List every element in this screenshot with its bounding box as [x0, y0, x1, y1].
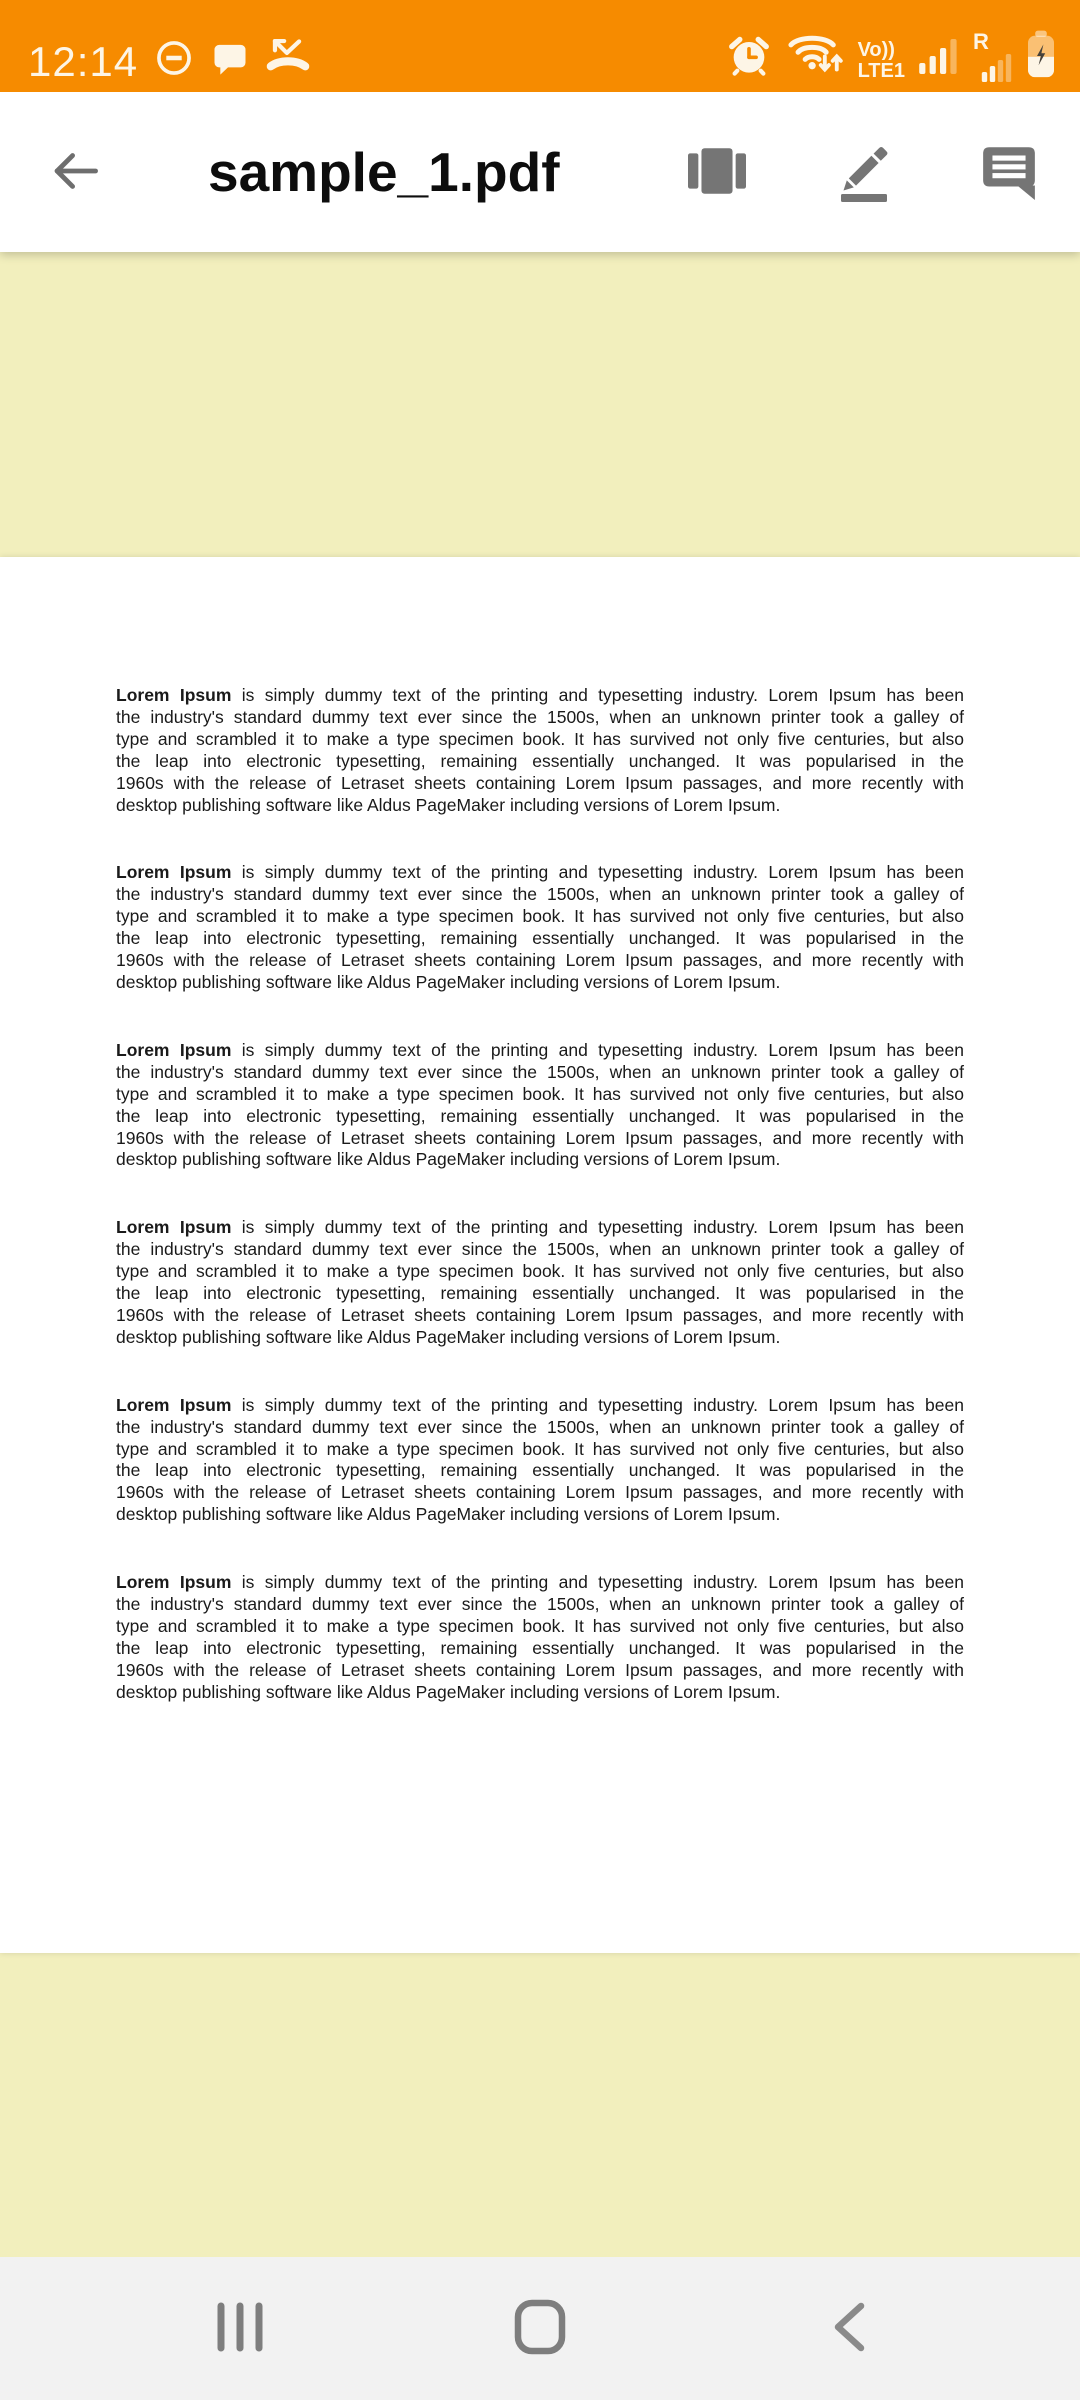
- pdf-viewport[interactable]: [0, 252, 1080, 2257]
- alarm-icon: [726, 32, 772, 83]
- page-view-button[interactable]: [686, 127, 748, 217]
- comment-icon: [980, 141, 1038, 204]
- sim2-signal-icon: [971, 29, 1013, 83]
- pdf-text-line: desktop publishing software like Aldus PageMaker including versions of Lorem Ipsum.: [116, 971, 781, 992]
- arrow-left-icon: [46, 142, 104, 203]
- edit-button[interactable]: [832, 127, 894, 217]
- pdf-page: [0, 557, 1080, 1953]
- pdf-text-line: type and scrambled it to make a type specimen book. It has survived not only five centuries, but also: [116, 1261, 964, 1282]
- pdf-text-line: the leap into electronic typesetting, remaining essentially unchanged. It was popularised in the: [116, 1460, 964, 1481]
- pdf-text-line: 1960s with the release of Letraset sheets containing Lorem Ipsum passages, and more recently with: [116, 772, 964, 793]
- app-toolbar: [0, 92, 1080, 252]
- pdf-text-line: the leap into electronic typesetting, remaining essentially unchanged. It was popularised in the: [116, 1637, 964, 1658]
- pdf-text-line: Lorem Ipsum is simply dummy text of the printing and typesetting industry. Lorem Ipsum has been: [116, 1039, 964, 1060]
- pdf-text-line: 1960s with the release of Letraset sheets containing Lorem Ipsum passages, and more recently with: [116, 1127, 964, 1148]
- pdf-page-text: [0, 557, 1080, 1704]
- pdf-text-line: type and scrambled it to make a type specimen book. It has survived not only five centuries, but also: [116, 1083, 964, 1104]
- comment-button[interactable]: [978, 127, 1040, 217]
- pdf-text-line: 1960s with the release of Letraset sheets containing Lorem Ipsum passages, and more recently with: [116, 1304, 964, 1325]
- clock-time: 12:14: [28, 38, 139, 85]
- back-button[interactable]: [46, 127, 112, 217]
- volte-line2: LTE1: [857, 60, 905, 82]
- android-nav-bar: [0, 2257, 1080, 2400]
- status-bar: [0, 0, 1080, 92]
- pdf-text-line: the industry's standard dummy text ever since the 1500s, when an unknown printer took a galley of: [116, 1594, 964, 1615]
- pdf-text-line: the industry's standard dummy text ever since the 1500s, when an unknown printer took a galley of: [116, 1416, 964, 1437]
- pdf-paragraph: [116, 1572, 964, 1703]
- status-bar-left: [28, 33, 311, 83]
- document-title: sample_1.pdf: [208, 141, 560, 203]
- nav-back-button[interactable]: [789, 2257, 909, 2400]
- pdf-text-line: the leap into electronic typesetting, remaining essentially unchanged. It was popularised in the: [116, 1105, 964, 1126]
- pdf-text-line: desktop publishing software like Aldus PageMaker including versions of Lorem Ipsum.: [116, 1149, 781, 1170]
- pdf-text-line: Lorem Ipsum is simply dummy text of the printing and typesetting industry. Lorem Ipsum has been: [116, 1217, 964, 1238]
- pdf-paragraph: [116, 685, 964, 816]
- status-bar-right: [726, 26, 1056, 83]
- pdf-text-line: desktop publishing software like Aldus PageMaker including versions of Lorem Ipsum.: [116, 794, 781, 815]
- pdf-text-line: type and scrambled it to make a type specimen book. It has survived not only five centuries, but also: [116, 906, 964, 927]
- pdf-text-line: desktop publishing software like Aldus PageMaker including versions of Lorem Ipsum.: [116, 1504, 781, 1525]
- pdf-text-line: the leap into electronic typesetting, remaining essentially unchanged. It was popularised in the: [116, 750, 964, 771]
- toolbar-actions: [686, 127, 1040, 217]
- pdf-text-line: 1960s with the release of Letraset sheets containing Lorem Ipsum passages, and more recently with: [116, 950, 964, 971]
- signal-strength-icon: [918, 32, 958, 83]
- pdf-text-line: the industry's standard dummy text ever since the 1500s, when an unknown printer took a galley of: [116, 706, 964, 727]
- home-button[interactable]: [480, 2257, 600, 2400]
- home-icon: [514, 2299, 566, 2358]
- pdf-text-line: the industry's standard dummy text ever since the 1500s, when an unknown printer took a galley of: [116, 884, 964, 905]
- do-not-disturb-icon: [153, 37, 195, 84]
- chat-icon: [210, 39, 250, 84]
- pdf-text-line: 1960s with the release of Letraset sheets containing Lorem Ipsum passages, and more recently with: [116, 1482, 964, 1503]
- battery-charging-icon: [1026, 30, 1056, 83]
- edit-pencil-icon: [833, 140, 893, 205]
- pdf-text-line: Lorem Ipsum is simply dummy text of the printing and typesetting industry. Lorem Ipsum has been: [116, 685, 964, 705]
- pdf-text-line: the leap into electronic typesetting, remaining essentially unchanged. It was popularised in the: [116, 1283, 964, 1304]
- pdf-text-line: desktop publishing software like Aldus PageMaker including versions of Lorem Ipsum.: [116, 1681, 781, 1702]
- pdf-text-line: Lorem Ipsum is simply dummy text of the printing and typesetting industry. Lorem Ipsum has been: [116, 1572, 964, 1593]
- volte-indicator: [858, 40, 905, 82]
- pdf-paragraph: [116, 1217, 964, 1348]
- pdf-text-line: the industry's standard dummy text ever since the 1500s, when an unknown printer took a galley of: [116, 1239, 964, 1260]
- pdf-text-line: the industry's standard dummy text ever since the 1500s, when an unknown printer took a galley of: [116, 1061, 964, 1082]
- volte-line1: Vo)): [857, 39, 895, 61]
- missed-call-icon: [265, 33, 311, 84]
- recents-button[interactable]: [180, 2257, 300, 2400]
- pdf-text-line: desktop publishing software like Aldus PageMaker including versions of Lorem Ipsum.: [116, 1326, 781, 1347]
- pdf-text-line: type and scrambled it to make a type specimen book. It has survived not only five centuries, but also: [116, 1438, 964, 1459]
- pdf-text-line: type and scrambled it to make a type specimen book. It has survived not only five centuries, but also: [116, 1616, 964, 1636]
- recents-icon: [216, 2302, 264, 2355]
- roaming-label: R: [973, 29, 989, 54]
- pdf-paragraph: [116, 1040, 964, 1171]
- pdf-text-line: 1960s with the release of Letraset sheets containing Lorem Ipsum passages, and more recently with: [116, 1659, 964, 1680]
- pdf-paragraph: [116, 1395, 964, 1526]
- wifi-arrows-icon: [785, 26, 845, 83]
- pdf-paragraph: [116, 862, 964, 993]
- pdf-text-line: Lorem Ipsum is simply dummy text of the printing and typesetting industry. Lorem Ipsum has been: [116, 1394, 964, 1415]
- pdf-text-line: Lorem Ipsum is simply dummy text of the printing and typesetting industry. Lorem Ipsum has been: [116, 862, 964, 883]
- pdf-text-line: the leap into electronic typesetting, remaining essentially unchanged. It was popularised in the: [116, 928, 964, 949]
- view-pages-icon: [688, 142, 746, 203]
- back-icon: [831, 2301, 867, 2356]
- pdf-text-line: type and scrambled it to make a type specimen book. It has survived not only five centuries, but also: [116, 728, 964, 749]
